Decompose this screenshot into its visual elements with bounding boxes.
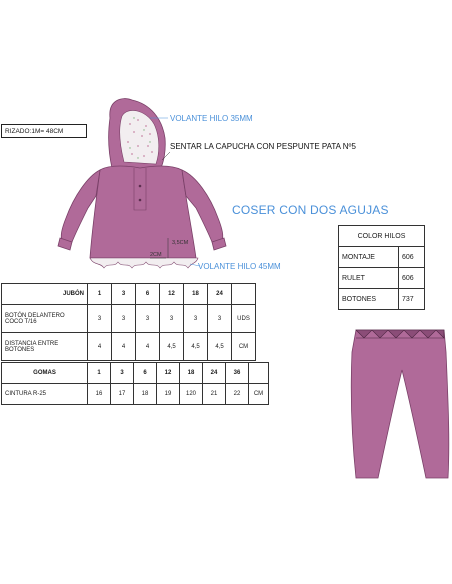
table-header: JUBÓN (2, 284, 88, 305)
pants-drawing (351, 330, 449, 478)
table-cell: 4 (88, 333, 112, 361)
table-cell: RULET (339, 268, 399, 289)
table-header: 6 (136, 284, 160, 305)
dimension-2: 2CM (150, 252, 162, 258)
table-cell: 606 (399, 268, 425, 289)
table-cell: BOTÓN DELANTERO COCO T/16 (2, 305, 88, 333)
table-cell: 16 (88, 384, 111, 405)
jacket-drawing (58, 99, 226, 268)
rizado-label: RIZADO:1M= 48CM (1, 124, 87, 138)
annotation-coser: COSER CON DOS AGUJAS (232, 203, 389, 217)
table-header (249, 363, 269, 384)
gomas-table (1, 362, 269, 405)
jubon-table (1, 283, 256, 361)
table-header: 18 (184, 284, 208, 305)
table-cell: 18 (134, 384, 157, 405)
table-header (232, 284, 256, 305)
table-row (2, 384, 269, 405)
table-cell: 17 (111, 384, 134, 405)
table-cell: 606 (399, 247, 425, 268)
table-cell: 4,5 (160, 333, 184, 361)
table-cell: DISTANCIA ENTRE BOTONES (2, 333, 88, 361)
table-header: 24 (208, 284, 232, 305)
table-cell: 3 (184, 305, 208, 333)
table-cell: CM (232, 333, 256, 361)
annotation-volante-35: VOLANTE HILO 35MM (170, 114, 253, 123)
table-row (2, 333, 256, 361)
annotation-sentar-capucha: SENTAR LA CAPUCHA CON PESPUNTE PATA Nº5 (170, 142, 356, 151)
table-cell: 4,5 (184, 333, 208, 361)
table-cell: 4 (136, 333, 160, 361)
dimension-35: 3,5CM (172, 240, 189, 246)
table-cell: 21 (203, 384, 226, 405)
table-cell: 3 (88, 305, 112, 333)
table-header: 6 (134, 363, 157, 384)
table-cell: 4,5 (208, 333, 232, 361)
table-header: 36 (226, 363, 249, 384)
table-header: 3 (112, 284, 136, 305)
table-header: 1 (88, 363, 111, 384)
table-header: 12 (157, 363, 180, 384)
table-header: 3 (111, 363, 134, 384)
table-header-row (2, 284, 256, 305)
table-cell: CINTURA R-25 (2, 384, 88, 405)
table-cell: CM (249, 384, 269, 405)
table-cell: UDS (232, 305, 256, 333)
table-header: GOMAS (2, 363, 88, 384)
table-cell: 3 (160, 305, 184, 333)
table-cell: 737 (399, 289, 425, 310)
table-cell: MONTAJE (339, 247, 399, 268)
table-header: 1 (88, 284, 112, 305)
table-cell: 3 (136, 305, 160, 333)
table-header-row (2, 363, 269, 384)
color-hilos-title: COLOR HILOS (339, 226, 425, 247)
table-cell: 3 (112, 305, 136, 333)
table-header: 24 (203, 363, 226, 384)
table-row (2, 305, 256, 333)
table-cell: 19 (157, 384, 180, 405)
table-cell: 120 (180, 384, 203, 405)
annotation-volante-45: VOLANTE HILO 45MM (198, 262, 281, 271)
color-hilos-table (338, 225, 425, 310)
table-cell: 22 (226, 384, 249, 405)
table-header: 18 (180, 363, 203, 384)
table-cell: 3 (208, 305, 232, 333)
table-cell: 4 (112, 333, 136, 361)
table-cell: BOTONES (339, 289, 399, 310)
table-header: 12 (160, 284, 184, 305)
